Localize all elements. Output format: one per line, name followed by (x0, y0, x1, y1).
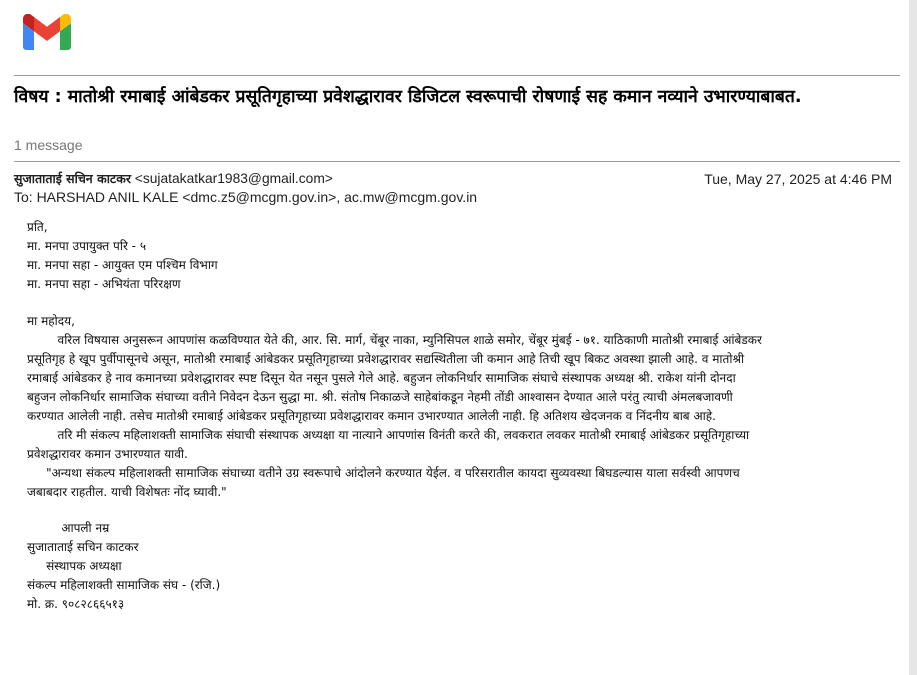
body-line: प्रति, (27, 220, 48, 234)
email-body (27, 218, 887, 614)
signature-line: संस्थापक अध्यक्षा (27, 559, 122, 573)
body-line: मा. मनपा सहा - अभियंता परिरक्षण (27, 277, 181, 291)
body-line: वरिल विषयास अनुसरून आपणांस कळविण्यात येते की, आर. सि. मार्ग, चेंबूर नाका, म्युनिसिपल शाळे समोर, चेंबूर मुंबई - ७१. याठिकाणी मातोश्री रमाबाई आंबेडकर (27, 333, 762, 347)
signature-line: सुजाताताई सचिन काटकर (27, 540, 139, 554)
signature-line: संकल्प महिलाशक्ती सामाजिक संघ - (रजि.) (27, 578, 221, 592)
signature-line: मो. क्र. ९०८२८६६५१३ (27, 597, 125, 611)
body-line: प्रवेशद्धारावर कमान उभारण्यात यावी. (27, 447, 188, 461)
body-line: तरि मी संकल्प महिलाशक्ती सामाजिक संघाची संस्थापक अध्यक्षा या नात्याने आपणांस विनंती करते की, लवकरात लवकर मातोश्री रमाबाई आंबेडकर प्रसूतिगृहाच्या (27, 428, 750, 442)
salutation: मा महोदय, (27, 314, 75, 328)
recipients-line: To: HARSHAD ANIL KALE <dmc.z5@mcgm.gov.in>, ac.mw@mcgm.gov.in (14, 189, 478, 205)
sender-line (14, 170, 333, 187)
body-line: बहुजन लोकनिर्धार सामाजिक संघाच्या वतीने निवेदन देऊन सुद्धा मा. श्री. संतोष निकाळजे साहेबांकडून नेहमी तोंडी आश्वासन देण्यात आले परंतु त्याची अंमलबजावणी (27, 390, 733, 404)
body-line: प्रसूतिगृह हे खूप पुर्वीपासूनचे असून, मातोश्री रमाबाई आंबेडकर प्रसूतिगृहाच्या प्रवेशद्धारावर सद्यस्थितीला जी कमान आहे तिची खूप बिकट अवस्था झाली आहे. व मातोश्री (27, 352, 745, 366)
body-line: करण्यात आलेली नाही. तसेच मातोश्री रमाबाई आंबेडकर प्रसूतिगृहाच्या प्रवेशद्धारावर कमान उभारण्यात आलेली नाही. हि अतिशय खेदजनक व निंदनीय बाब आहे. (27, 409, 716, 423)
sent-date: Tue, May 27, 2025 at 4:46 PM (704, 171, 892, 187)
window-edge (909, 0, 917, 675)
sender-name: सुजाताताई सचिन काटकर (14, 171, 131, 186)
body-line: मा. मनपा उपायुक्त परि - ५ (27, 239, 147, 253)
sender-email[interactable]: <sujatakatkar1983@gmail.com> (134, 171, 333, 186)
gmail-logo-icon[interactable] (23, 14, 71, 50)
header-divider (14, 75, 900, 76)
message-count: 1 message (14, 137, 83, 153)
body-line: रमाबाई आंबेडकर हे नाव कमानच्या प्रवेशद्धारावर स्पष्ट दिसून येत नसून पुसले गेले आहे. बहुजन लोकनिर्धार सामाजिक संघाचे संस्थापक अध्यक्ष श्री. राकेश यांनी दोनदा (27, 371, 736, 385)
body-line: जबाबदार राहतील. याची विशेषतः नोंद घ्यावी." (27, 485, 227, 499)
subject-divider (14, 161, 900, 162)
body-line: "अन्यथा संकल्प महिलाशक्ती सामाजिक संघाच्या वतीने उग्र स्वरूपाचे आंदोलने करण्यात येईल. व परिसरातील कायदा सुव्यवस्था बिघडल्यास याला सर्वस्वी आपणच (27, 466, 740, 480)
body-line: मा. मनपा सहा - आयुक्त एम पश्चिम विभाग (27, 258, 218, 272)
email-subject: विषय : मातोश्री रमाबाई आंबेडकर प्रसूतिगृहाच्या प्रवेशद्धारावर डिजिटल स्वरूपाची रोषणाई सह कमान नव्याने उभारण्याबाबत. (14, 87, 802, 107)
signature-line: आपली नम्र (27, 521, 110, 535)
